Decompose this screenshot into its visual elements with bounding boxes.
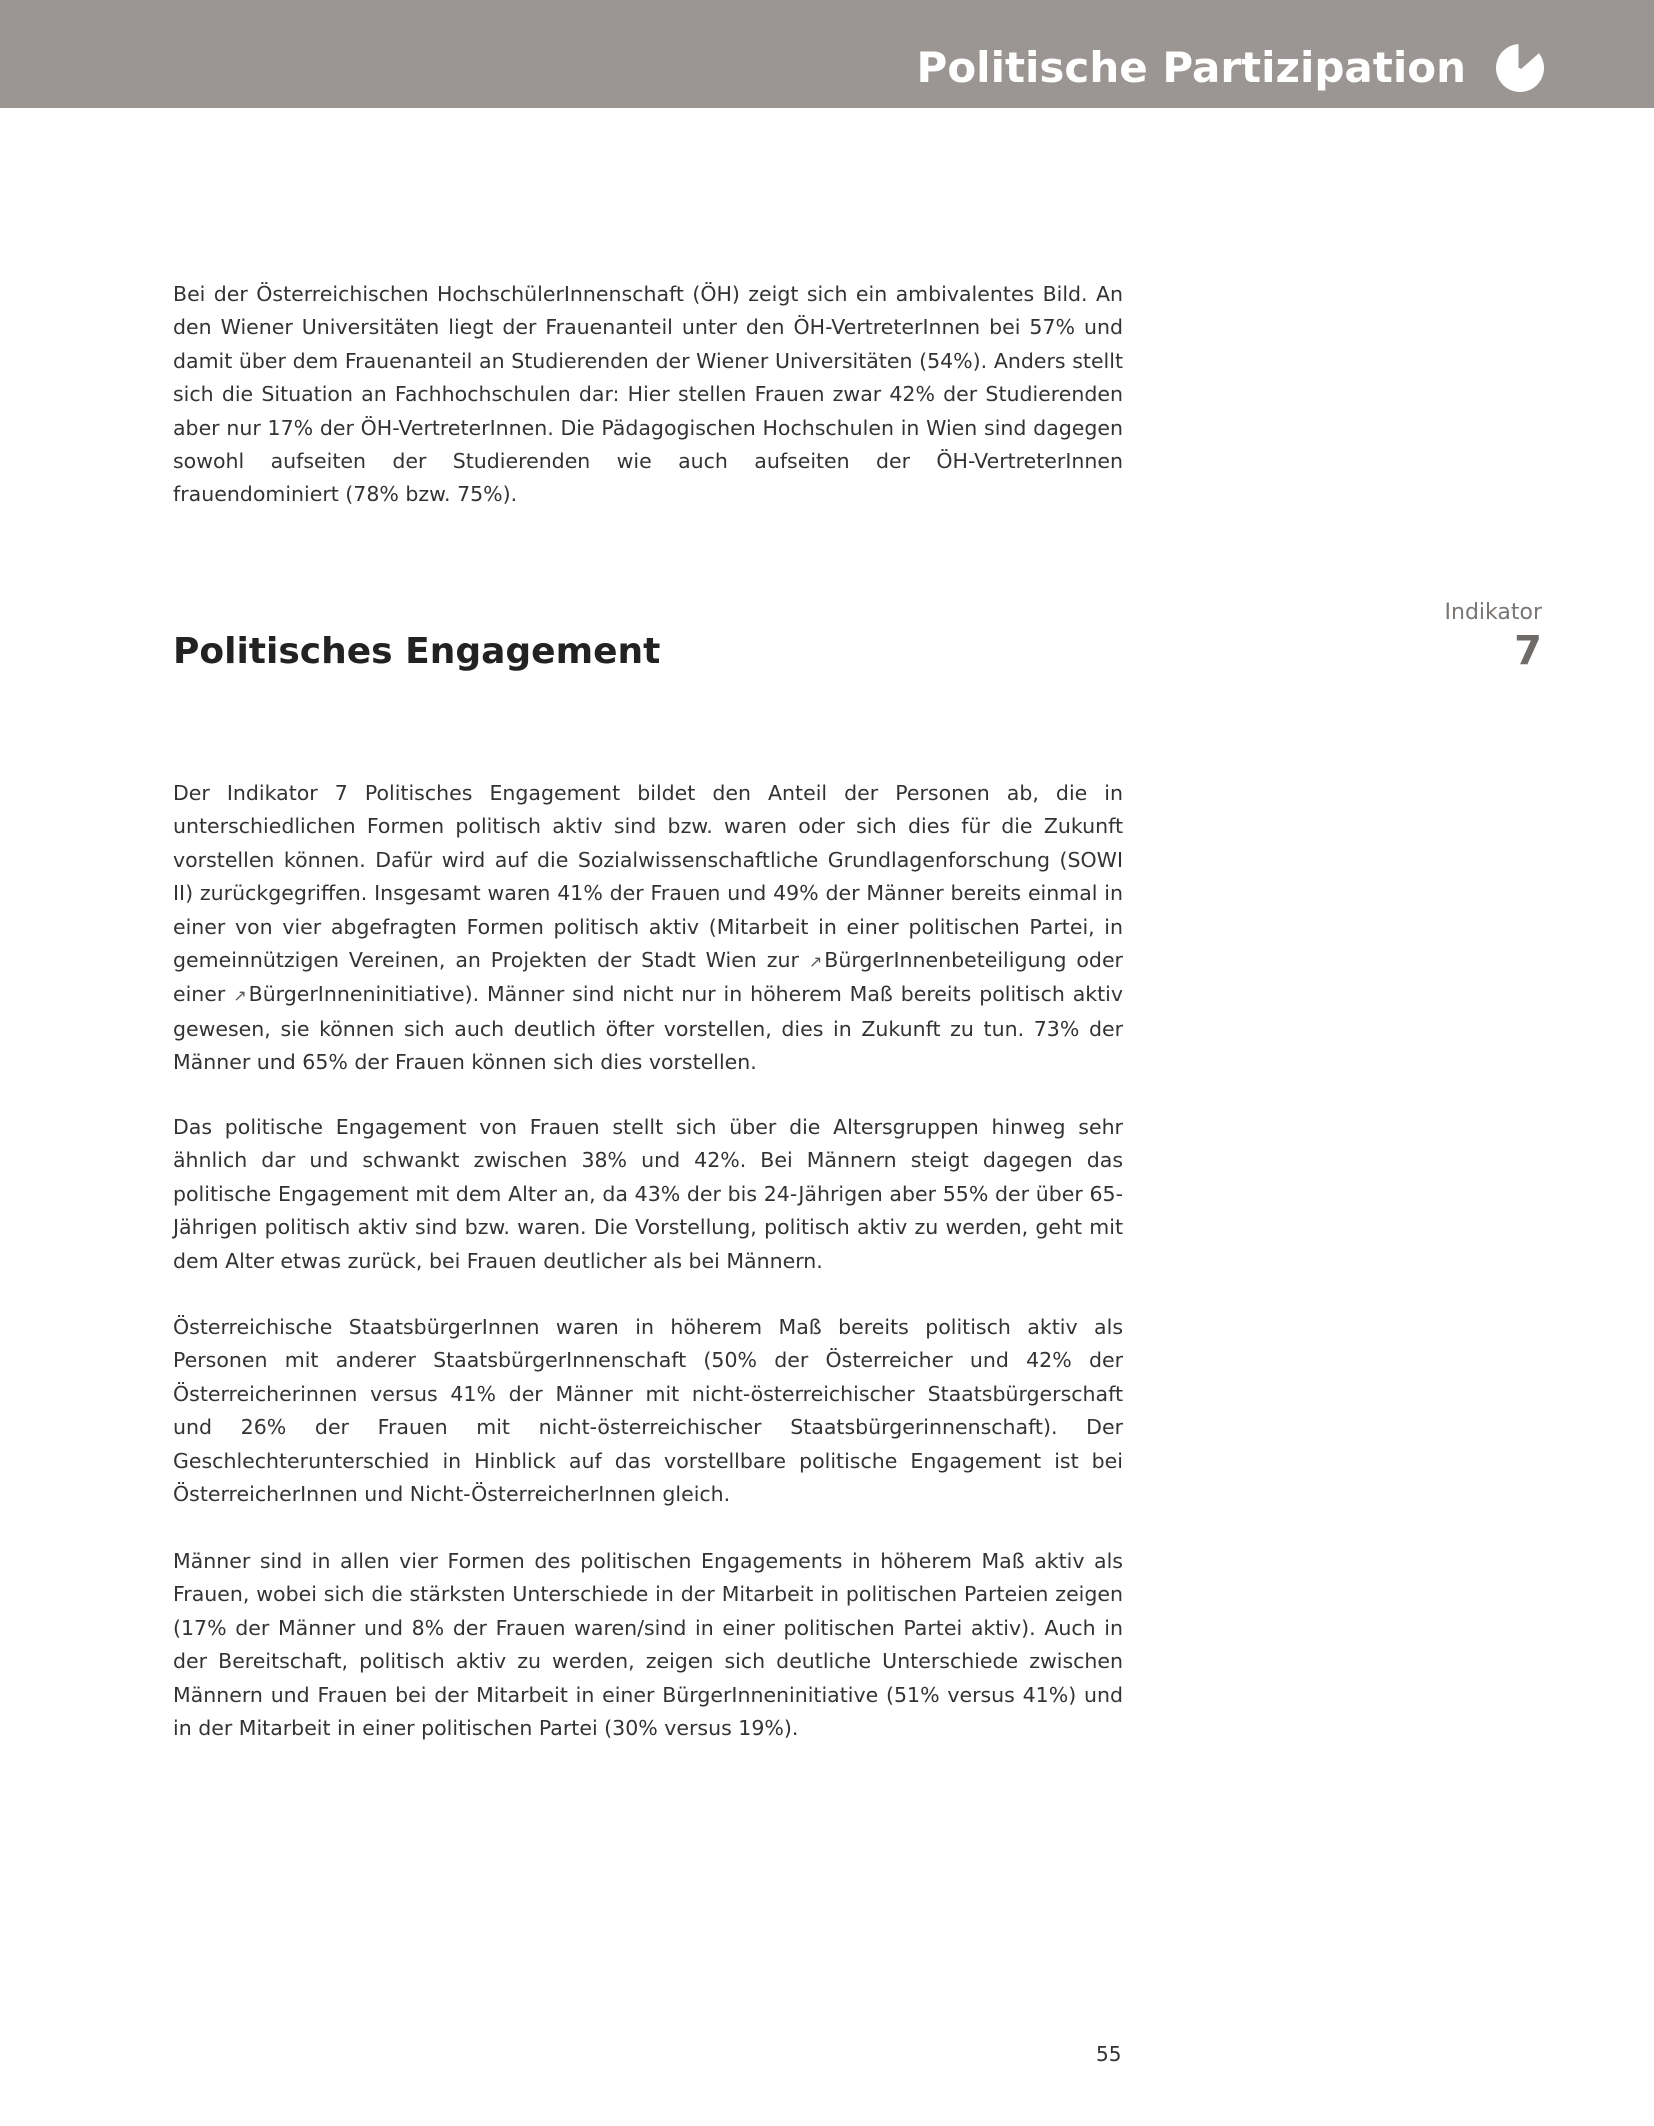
paragraph-forms-of-engagement: Männer sind in allen vier Formen des politischen Engagements in höherem Maß aktiv als Frauen, wobei sich die stärksten Unterschiede in der Mitarbeit in politischen Parteien zeigen (17% der Männer und 8% der Frauen waren/sind in einer politischen Partei aktiv). Auch in der Bereitschaft, politisch aktiv zu werden, zeigen sich deutliche Unterschiede zwischen Männern und Frauen bei der Mitarbeit in einer BürgerInneninitiative (51% versus 41%) und in der Mitarbeit in einer politischen Partei (30% versus 19%). — [173, 1549, 1123, 1741]
paragraph-age-groups: Das politische Engagement von Frauen stellt sich über die Altersgruppen hinweg sehr ähnlich dar und schwankt zwischen 38% und 42%. Bei Männern steigt dagegen das politische Engagement mit dem Alter an, da 43% der bis 24-Jährigen aber 55% der über 65-Jährigen politisch aktiv sind bzw. waren. Die Vorstellung, politisch aktiv zu werden, geht mit dem Alter etwas zurück, bei Frauen deutlicher als bei Männern. — [173, 1115, 1123, 1273]
paragraph-indicator-description — [173, 777, 1123, 1080]
indicator-label: Indikator — [1444, 600, 1542, 625]
paragraph-text: oder einer — [173, 948, 1123, 1007]
chapter-title: Politische Partizipation — [916, 43, 1466, 92]
indicator-number: 7 — [1514, 628, 1542, 674]
paragraph-text: ). Männer sind nicht nur in höherem Maß bereits politisch aktiv gewesen, sie können sich auch deutlich öfter vorstellen, dies in Zukunft zu tun. 73% der Männer und 65% der Frauen können sich dies vorstellen. — [173, 982, 1123, 1075]
pie-chart-icon — [1494, 42, 1546, 94]
paragraph-citizenship: Österreichische StaatsbürgerInnen waren in höherem Maß bereits politisch aktiv als Personen mit anderer StaatsbürgerInnenschaft (50% der Österreicher und 42% der Österreicherinnen versus 41% der Männer mit nicht-österreichischer Staatsbürgerschaft und 26% der Frauen mit nicht-österreichischer Staatsbürgerinnenschaft). Der Geschlechterunterschied in Hinblick auf das vorstellbare politische Engagement ist bei ÖsterreicherInnen und Nicht-ÖsterreicherInnen gleich. — [173, 1315, 1123, 1507]
header-bar — [0, 0, 1654, 108]
intro-paragraph: Bei der Österreichischen HochschülerInnenschaft (ÖH) zeigt sich ein ambivalentes Bild. An den Wiener Universitäten liegt der Frauenanteil unter den ÖH-VertreterInnen bei 57% und damit über dem Frauenanteil an Studierenden der Wiener Universitäten (54%). Anders stellt sich die Situation an Fachhochschulen dar: Hier stellen Frauen zwar 42% der Studierenden aber nur 17% der ÖH-VertreterInnen. Die Pädagogischen Hochschulen in Wien sind dagegen sowohl aufseiten der Studierenden wie auch aufseiten der ÖH-VertreterInnen frauendominiert (78% bzw. 75%). — [173, 282, 1123, 507]
paragraph-text: Der Indikator 7 Politisches Engagement bildet den Anteil der Personen ab, die in unterschiedlichen Formen politisch aktiv sind bzw. waren oder sich dies für die Zukunft vorstellen können. Dafür wird auf die Sozialwissenschaftliche Grundlagenforschung (SOWI II) zurückgegriffen. Insgesamt waren 41% der Frauen und 49% der Männer bereits einmal in einer von vier abgefragten Formen politisch aktiv (Mitarbeit in einer politischen Partei, in gemeinnützigen Vereinen, an Projekten der Stadt Wien zur — [173, 781, 1123, 973]
page-number: 55 — [1096, 2042, 1122, 2066]
glossary-link-buergerinneninitiative[interactable]: BürgerInneninitiative — [248, 982, 465, 1007]
arrow-icon: ↗ — [233, 986, 247, 1006]
section-heading: Politisches Engagement — [173, 631, 661, 672]
glossary-link-buergerinnenbeteiligung[interactable]: BürgerInnenbeteiligung — [824, 948, 1067, 973]
arrow-icon: ↗ — [808, 952, 823, 972]
